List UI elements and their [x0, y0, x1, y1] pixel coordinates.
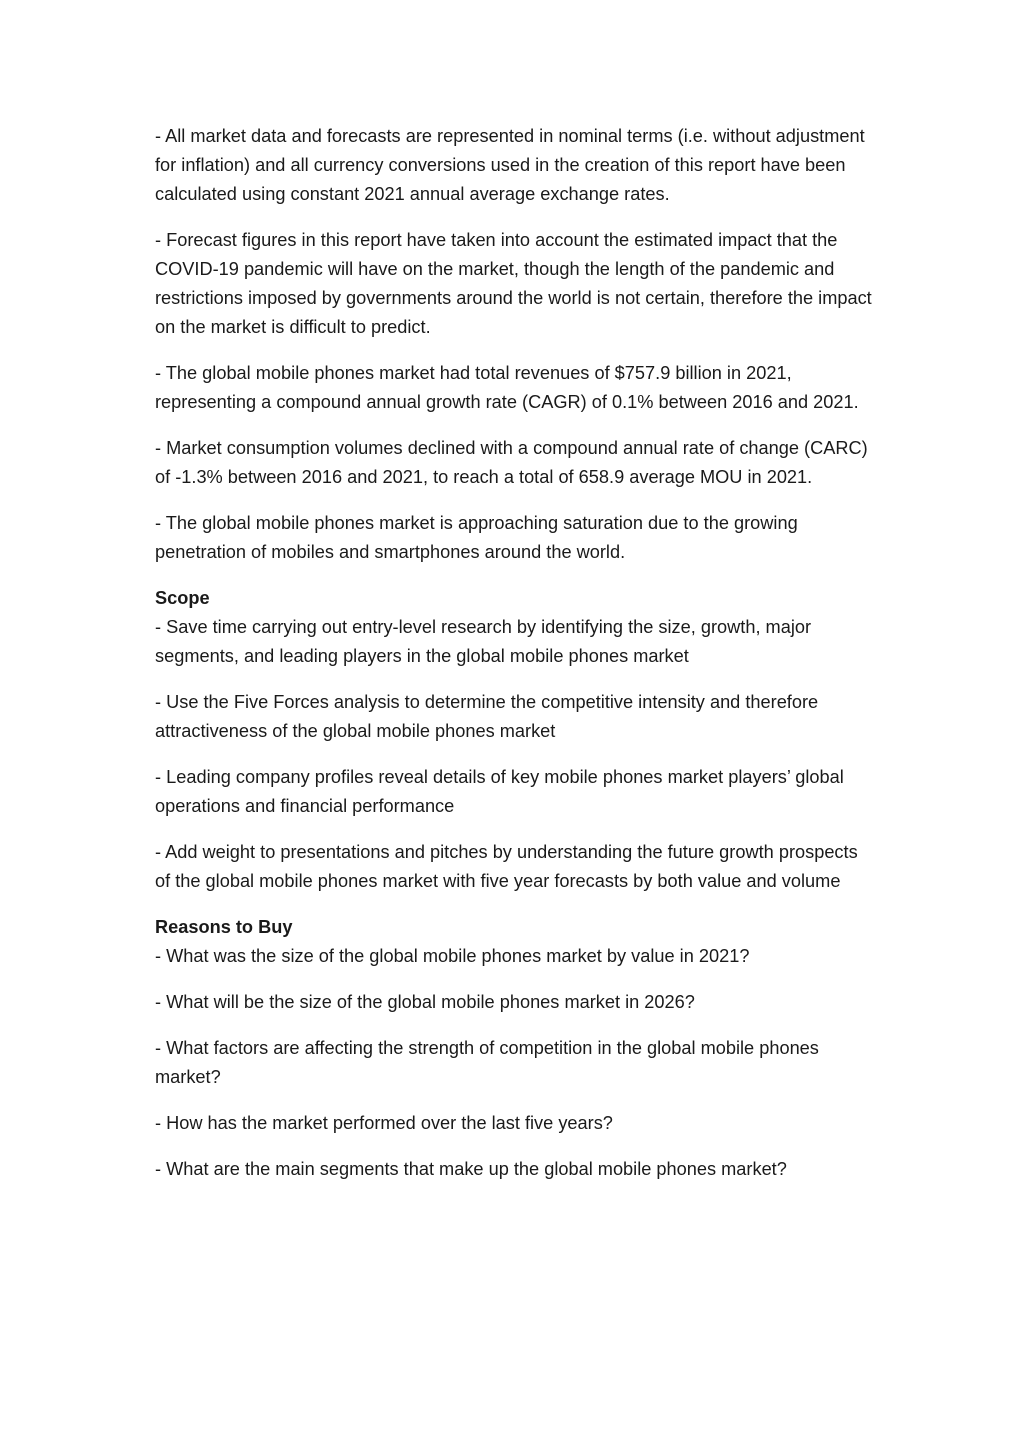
reasons-item: - What was the size of the global mobile phones market by value in 2021? [155, 946, 750, 966]
intro-paragraph: - The global mobile phones market had total revenues of $757.9 billion in 2021, representing a compound annual growth rate (CAGR) of 0.1% between 2016 and 2021. [155, 363, 859, 412]
scope-item: - Leading company profiles reveal details of key mobile phones market players’ global operations and financial performance [155, 767, 844, 816]
reasons-item: - What are the main segments that make up the global mobile phones market? [155, 1159, 787, 1179]
scope-heading: Scope [155, 588, 210, 608]
scope-item: - Add weight to presentations and pitches by understanding the future growth prospects of the global mobile phones market with five year forecasts by both value and volume [155, 842, 858, 891]
intro-paragraph: - Forecast figures in this report have taken into account the estimated impact that the COVID-19 pandemic will have on the market, though the length of the pandemic and restrictions imposed by governments around the world is not certain, therefore the impact on the market is difficult to predict. [155, 230, 872, 337]
scope-item: - Use the Five Forces analysis to determine the competitive intensity and therefore attractiveness of the global mobile phones market [155, 692, 819, 741]
intro-paragraph: - All market data and forecasts are represented in nominal terms (i.e. without adjustment for inflation) and all currency conversions used in the creation of this report have been calculated using constant 2021 annual average exchange rates. [155, 126, 865, 204]
scope-item: - Save time carrying out entry-level research by identifying the size, growth, major segments, and leading players in the global mobile phones market [155, 617, 812, 666]
intro-paragraph: - Market consumption volumes declined with a compound annual rate of change (CARC) of -1.3% between 2016 and 2021, to reach a total of 658.9 average MOU in 2021. [155, 438, 868, 487]
reasons-item: - How has the market performed over the last five years? [155, 1113, 613, 1133]
reasons-heading: Reasons to Buy [155, 917, 293, 937]
reasons-item: - What will be the size of the global mobile phones market in 2026? [155, 992, 695, 1012]
intro-paragraph: - The global mobile phones market is approaching saturation due to the growing penetration of mobiles and smartphones around the world. [155, 513, 798, 562]
reasons-item: - What factors are affecting the strength of competition in the global mobile phones market? [155, 1038, 819, 1087]
